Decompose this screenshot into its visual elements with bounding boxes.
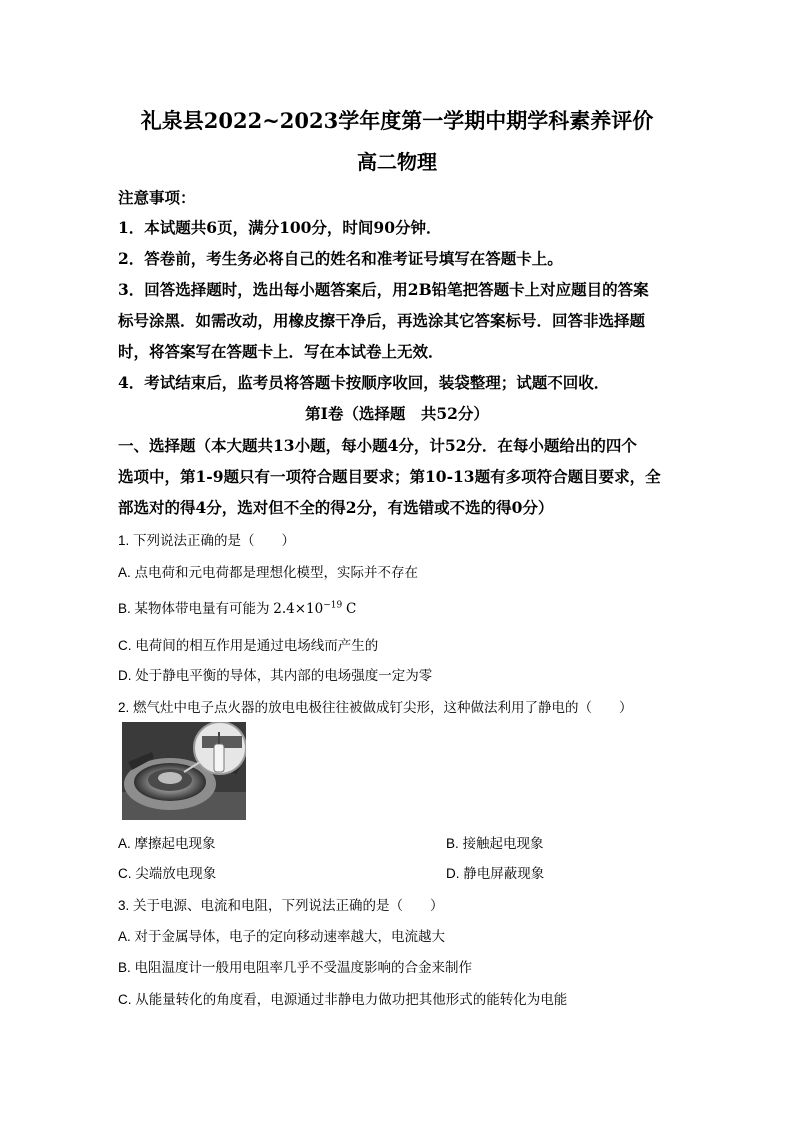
q1-option-b-value: 2.4×10 bbox=[273, 601, 324, 617]
gas-stove-igniter-illustration bbox=[122, 722, 246, 820]
notice-item-3: 3．回答选择题时，选出每小题答案后，用2B铅笔把答题卡上对应题目的答案 bbox=[118, 280, 649, 299]
notice-item-3-end: 时，将答案写在答题卡上．写在本试卷上无效． bbox=[118, 342, 444, 361]
q1-option-b-exp: −19 bbox=[323, 600, 343, 611]
notice-item-2: 2．答卷前，考生务必将自己的姓名和准考证号填写在答题卡上。 bbox=[118, 249, 563, 268]
q3-option-a: A. 对于金属导体，电子的定向移动速率越大，电流越大 bbox=[118, 929, 446, 944]
q2-option-a: A. 摩擦起电现象 bbox=[118, 836, 216, 851]
q1-option-b bbox=[118, 597, 356, 617]
exam-subtitle: 高二物理 bbox=[357, 150, 437, 174]
q2-stem: 2. 燃气灶中电子点火器的放电电极往往被做成钉尖形，这种做法利用了静电的（ ） bbox=[118, 700, 633, 715]
q3-option-b: B. 电阻温度计一般用电阻率几乎不受温度影响的合金来制作 bbox=[118, 960, 473, 975]
q2-option-b: B. 接触起电现象 bbox=[446, 836, 544, 851]
q1-option-b-unit: C bbox=[346, 601, 357, 617]
notice-item-1: 1．本试题共6页，满分100分，时间90分钟． bbox=[118, 218, 442, 237]
section-intro-1: 一、选择题（本大题共13小题，每小题4分，计52分．在每小题给出的四个 bbox=[118, 436, 637, 455]
section-intro-2: 选项中，第1-9题只有一项符合题目要求；第10-13题有多项符合题目要求，全 bbox=[118, 467, 661, 486]
notice-item-3-cont: 标号涂黑．如需改动，用橡皮擦干净后，再选涂其它答案标号．回答非选择题 bbox=[118, 311, 646, 330]
q3-option-c: C. 从能量转化的角度看，电源通过非静电力做功把其他形式的能转化为电能 bbox=[118, 992, 568, 1007]
q1-option-c: C. 电荷间的相互作用是通过电场线而产生的 bbox=[118, 638, 379, 653]
q1-option-b-text: B. 某物体带电量有可能为 bbox=[118, 601, 270, 616]
section-title: 第Ⅰ卷（选择题 共52分） bbox=[305, 404, 489, 423]
q1-stem: 1. 下列说法正确的是（ ） bbox=[118, 533, 296, 548]
q2-option-d: D. 静电屏蔽现象 bbox=[446, 866, 545, 881]
notice-heading: 注意事项： bbox=[118, 188, 196, 207]
gas-stove-igniter-photo bbox=[122, 722, 246, 820]
exam-title: 礼泉县2022~2023学年度第一学期中期学科素养评价 bbox=[140, 108, 654, 133]
section-intro-3: 部选对的得4分，选对但不全的得2分，有选错或不选的得0分） bbox=[118, 498, 554, 517]
q1-option-a: A. 点电荷和元电荷都是理想化模型，实际并不存在 bbox=[118, 565, 419, 580]
q2-option-c: C. 尖端放电现象 bbox=[118, 866, 217, 881]
notice-item-4: 4．考试结束后，监考员将答题卡按顺序收回，装袋整理；试题不回收． bbox=[118, 373, 610, 392]
q3-stem: 3. 关于电源、电流和电阻，下列说法正确的是（ ） bbox=[118, 898, 444, 913]
q1-option-d: D. 处于静电平衡的导体，其内部的电场强度一定为零 bbox=[118, 668, 433, 683]
